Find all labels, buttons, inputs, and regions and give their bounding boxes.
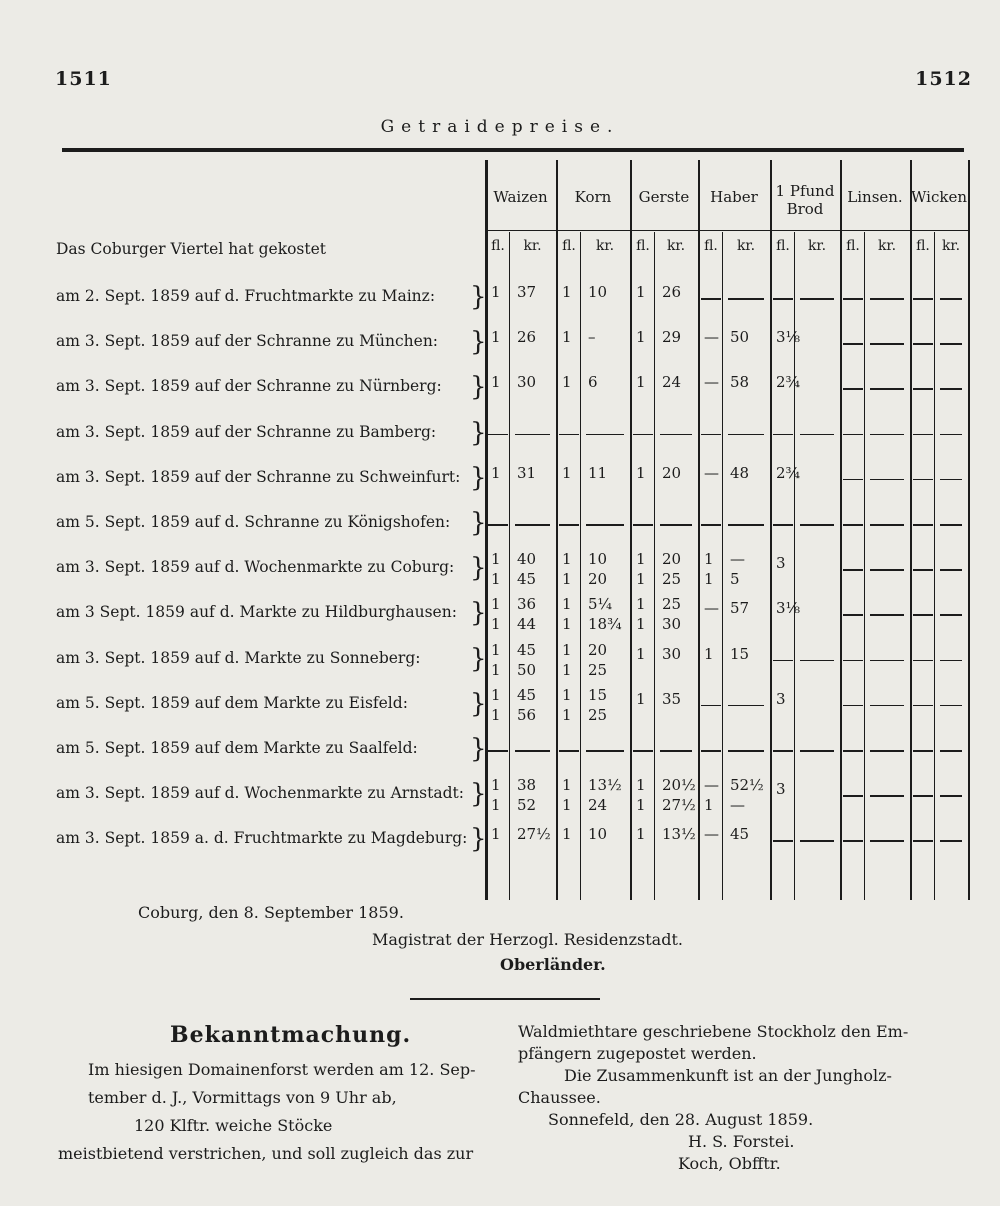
price-fl: 1 [562,685,572,704]
empty-dash [843,524,863,526]
price-fl: 1 [562,283,572,301]
empty-dash [728,434,764,436]
price-fl: 1 [562,776,572,795]
price-kr: 45 [517,640,537,659]
price-kr: 40 [517,550,537,569]
price-fl: — [704,776,719,795]
price-kr: 10 [588,283,608,301]
empty-dash [913,343,933,345]
price-fl: 1 [636,550,646,569]
row-label: am 5. Sept. 1859 auf dem Markte zu Saalfeld: [56,739,418,757]
price-kr: 26 [517,328,537,347]
notice-right-line: Waldmiethtare geschriebene Stockholz den Em- [518,1022,909,1041]
empty-dash [940,434,962,436]
price-fl: 1 [636,825,646,844]
unit-kr: kr. [595,238,615,254]
row-brace: } [470,282,487,312]
row-brace: } [470,417,487,448]
price-kr: 31 [517,463,537,482]
empty-dash [773,524,793,526]
section-divider [410,998,600,1000]
empty-dash [843,750,863,752]
notice-right-line: Koch, Obfftr. [678,1154,781,1173]
row-label: am 2. Sept. 1859 auf d. Fruchtmarkte zu Mainz: [56,287,436,305]
price-kr: 6 [588,373,598,392]
price-kr: 38 [517,776,537,795]
empty-dash [800,840,834,842]
price-fl: 1 [491,550,501,569]
empty-dash [843,298,863,300]
price-kr: 35 [662,689,682,708]
empty-dash [559,750,579,752]
price-fl: — [704,825,719,844]
unit-kr: kr. [736,238,756,254]
price-fl: 3 [776,780,786,799]
price-fl: 1 [636,796,646,815]
price-kr: – [588,328,596,347]
row-brace: } [470,598,487,629]
price-fl: 1 [636,644,646,663]
price-kr: 20 [588,570,608,589]
price-fl: 1 [491,570,501,589]
price-kr: 36 [517,595,537,614]
price-kr: 45 [730,825,750,844]
column-header: Wicken [911,188,967,206]
empty-dash [913,479,933,481]
notice-right-line: H. S. Forstei. [688,1132,795,1151]
price-kr: 20½ [662,776,696,795]
row-label: am 5. Sept. 1859 auf d. Schranne zu Königshofen: [56,513,451,531]
column-header: Gerste [638,188,690,206]
price-kr: 13½ [588,776,622,795]
price-kr: 29 [662,328,682,347]
row-label: am 3. Sept. 1859 auf d. Wochenmarkte zu Arnstadt: [56,784,464,803]
price-fl: 1 [636,689,646,708]
price-kr: 18¾ [588,615,622,634]
price-kr: 57 [730,599,750,618]
price-kr: 5¼ [588,595,613,614]
price-fl: 1 [562,796,572,815]
unit-fl: fl. [846,238,860,254]
price-fl: — [704,373,719,392]
price-fl: 1 [491,685,501,704]
notice-right-line: pfängern zugepostet werden. [518,1044,757,1063]
column-divider [770,160,772,900]
empty-dash [843,434,863,436]
unit-kr: kr. [877,238,897,254]
price-fl: 1 [491,373,501,392]
empty-dash [913,434,933,436]
notice-left-line: meistbietend verstrichen, und soll zugleich das zur [58,1144,474,1163]
price-kr: 44 [517,615,537,634]
price-fl: 1 [491,283,501,301]
row-brace: } [470,643,487,674]
row-label: am 3. Sept. 1859 a. d. Fruchtmarkte zu Magdeburg: [56,829,468,848]
row-brace: } [470,372,487,403]
empty-dash [870,795,904,797]
price-kr: 10 [588,550,608,569]
empty-dash [773,750,793,752]
price-kr: 56 [517,705,537,724]
price-fl: 1 [636,570,646,589]
empty-dash [940,524,962,526]
price-fl: 1 [562,640,572,659]
empty-dash [701,705,721,707]
fl-kr-divider [580,232,581,900]
price-kr: 10 [588,825,608,844]
empty-dash [800,660,834,662]
empty-dash [870,750,904,752]
empty-dash [488,434,508,436]
row-brace: } [470,824,487,855]
empty-dash [701,750,721,752]
empty-dash [633,524,653,526]
empty-dash [633,750,653,752]
price-fl: 2¾ [776,373,801,392]
notice-left-line: Im hiesigen Domainenforst werden am 12. Sep- [88,1060,476,1079]
empty-dash [660,524,692,526]
column-divider [556,160,558,900]
column-divider [698,160,700,900]
price-kr: 27½ [517,825,551,844]
price-kr: 25 [588,660,608,679]
column-divider [840,160,842,900]
notice-heading: Bekanntmachung. [170,1022,412,1048]
price-fl: 1 [491,825,501,844]
empty-dash [843,840,863,842]
page-title: Getraidepreise. [380,117,620,137]
price-kr: 24 [588,796,608,815]
row-label: am 3. Sept. 1859 auf der Schranne zu Nürnberg: [56,377,442,396]
price-kr: 5 [730,570,740,589]
empty-dash [515,434,550,436]
empty-dash [870,524,904,526]
price-kr: 52 [517,796,537,815]
price-kr: 26 [662,283,682,301]
empty-dash [701,434,721,436]
price-fl: 1 [562,595,572,614]
empty-dash [773,660,793,662]
empty-dash [773,298,793,300]
row-brace: } [470,327,487,358]
price-kr: 25 [588,705,608,724]
empty-dash [913,795,933,797]
signature-authority: Magistrat der Herzogl. Residenzstadt. [372,930,683,949]
empty-dash [913,388,933,390]
signature-name: Oberländer. [500,955,606,974]
empty-dash [913,840,933,842]
price-fl: 1 [562,570,572,589]
column-divider [630,160,632,900]
page-number-left: 1511 [55,68,112,90]
page-number-right: 1512 [915,68,972,90]
empty-dash [940,343,962,345]
empty-dash [633,434,653,436]
empty-dash [913,569,933,571]
empty-dash [843,343,863,345]
empty-dash [586,434,624,436]
price-kr: 20 [662,550,682,569]
row-brace: } [470,688,487,719]
price-kr: 25 [662,570,682,589]
empty-dash [559,434,579,436]
row-label: am 5. Sept. 1859 auf dem Markte zu Eisfeld: [56,693,408,712]
unit-kr: kr. [666,238,686,254]
fl-kr-divider [509,232,510,900]
price-fl: 3 [776,689,786,708]
empty-dash [940,479,962,481]
empty-dash [728,524,764,526]
price-fl: — [704,328,719,347]
empty-dash [913,750,933,752]
notice-left-line: 120 Klftr. weiche Stöcke [134,1116,333,1135]
empty-dash [870,840,904,842]
price-kr: 48 [730,463,750,482]
price-fl: 1 [636,595,646,614]
price-kr: 13½ [662,825,696,844]
empty-dash [660,750,692,752]
empty-dash [800,524,834,526]
row-brace: } [470,779,487,810]
empty-dash [913,298,933,300]
empty-dash [728,705,764,707]
notice-right-line: Chaussee. [518,1088,601,1107]
row-brace: } [470,734,487,764]
column-divider [910,160,912,900]
price-fl: 1 [491,776,501,795]
price-fl: — [704,599,719,618]
empty-dash [800,298,834,300]
price-fl: 1 [562,328,572,347]
empty-dash [870,343,904,345]
empty-dash [488,750,508,752]
empty-dash [940,569,962,571]
empty-dash [913,614,933,616]
row-brace: } [470,508,487,538]
price-fl: 1 [491,640,501,659]
unit-fl: fl. [704,238,718,254]
price-fl: 1 [562,660,572,679]
price-fl: — [704,463,719,482]
price-fl: 1 [704,550,714,569]
empty-dash [515,524,550,526]
empty-dash [800,750,834,752]
price-kr: 25 [662,595,682,614]
empty-dash [843,795,863,797]
price-fl: 1 [491,463,501,482]
unit-fl: fl. [491,238,505,254]
row-label: am 3. Sept. 1859 auf d. Wochenmarkte zu Coburg: [56,558,455,577]
column-divider [968,160,970,900]
price-kr: 58 [730,373,750,392]
price-fl: 1 [562,550,572,569]
price-kr: 15 [588,685,608,704]
empty-dash [843,388,863,390]
price-kr: 20 [662,463,682,482]
price-fl: 1 [491,328,501,347]
row-label: am 3. Sept. 1859 auf der Schranne zu Bamberg: [56,422,437,441]
empty-dash [870,569,904,571]
price-fl: 1 [704,644,714,663]
column-header: 1 Pfund Brod [775,182,835,218]
empty-dash [913,705,933,707]
price-kr: 50 [730,328,750,347]
empty-dash [728,298,764,300]
empty-dash [870,705,904,707]
empty-dash [843,479,863,481]
price-kr: — [730,550,745,569]
empty-dash [940,705,962,707]
price-fl: 1 [636,463,646,482]
price-fl: 1 [636,283,646,301]
price-fl: 1 [562,615,572,634]
price-fl: 1 [491,660,501,679]
price-kr: 11 [588,463,608,482]
column-header: Haber [710,188,758,206]
empty-dash [843,614,863,616]
row-label: am 3. Sept. 1859 auf der Schranne zu Schweinfurt: [56,467,461,486]
empty-dash [913,524,933,526]
empty-dash [940,750,962,752]
fl-kr-divider [654,232,655,900]
price-fl: 1 [491,595,501,614]
empty-dash [586,524,624,526]
price-fl: 1 [636,373,646,392]
price-kr: — [730,796,745,815]
price-kr: 30 [517,373,537,392]
empty-dash [940,388,962,390]
price-kr: 50 [517,660,537,679]
empty-dash [940,298,962,300]
price-fl: 1 [636,328,646,347]
empty-dash [559,524,579,526]
row-label: am 3. Sept. 1859 auf der Schranne zu München: [56,332,439,351]
price-fl: 3⅛ [776,599,801,618]
price-kr: 30 [662,615,682,634]
empty-dash [870,660,904,662]
empty-dash [843,569,863,571]
empty-dash [843,660,863,662]
price-kr: 30 [662,644,682,663]
signature-place-date: Coburg, den 8. September 1859. [138,903,404,922]
unit-fl: fl. [562,238,576,254]
price-fl: 1 [704,570,714,589]
empty-dash [701,298,721,300]
empty-dash [773,840,793,842]
empty-dash [940,660,962,662]
empty-dash [660,434,692,436]
fl-kr-divider [934,232,935,900]
price-fl: 1 [491,796,501,815]
empty-dash [488,524,508,526]
column-header: Korn [574,188,612,206]
price-fl: 3⅛ [776,328,801,347]
price-fl: 1 [704,796,714,815]
price-fl: 1 [562,705,572,724]
empty-dash [773,434,793,436]
notice-right-line: Die Zusammenkunft ist an der Jungholz- [564,1066,892,1085]
empty-dash [870,479,904,481]
notice-left-line: tember d. J., Vormittags von 9 Uhr ab, [88,1088,397,1107]
row-label: am 3 Sept. 1859 auf d. Markte zu Hildburghausen: [56,603,457,622]
table-header-label: Das Coburger Viertel hat gekostet [56,240,327,258]
empty-dash [940,795,962,797]
price-kr: 52½ [730,776,764,795]
row-brace: } [470,462,487,493]
unit-fl: fl. [636,238,650,254]
price-kr: 27½ [662,796,696,815]
row-label: am 3. Sept. 1859 auf d. Markte zu Sonneberg: [56,648,421,667]
empty-dash [515,750,550,752]
empty-dash [800,434,834,436]
price-kr: 20 [588,640,608,659]
price-kr: 24 [662,373,682,392]
price-kr: 37 [517,283,537,301]
price-fl: 1 [491,615,501,634]
price-kr: 45 [517,570,537,589]
empty-dash [870,434,904,436]
empty-dash [870,298,904,300]
row-brace: } [470,553,487,584]
price-kr: 45 [517,685,537,704]
price-fl: 2¾ [776,463,801,482]
unit-kr: kr. [807,238,827,254]
empty-dash [586,750,624,752]
empty-dash [728,750,764,752]
unit-kr: kr. [523,238,542,254]
notice-right-line: Sonnefeld, den 28. August 1859. [548,1110,814,1129]
empty-dash [913,660,933,662]
price-fl: 3 [776,554,786,573]
unit-kr: kr. [941,238,961,254]
column-header: Linsen. [847,188,903,206]
price-fl: 1 [491,705,501,724]
empty-dash [870,614,904,616]
price-fl: 1 [636,615,646,634]
empty-dash [870,388,904,390]
fl-kr-divider [864,232,865,900]
empty-dash [843,705,863,707]
empty-dash [940,614,962,616]
unit-fl: fl. [916,238,930,254]
price-fl: 1 [562,825,572,844]
empty-dash [701,524,721,526]
fl-kr-divider [722,232,723,900]
price-fl: 1 [562,463,572,482]
price-fl: 1 [562,373,572,392]
price-fl: 1 [636,776,646,795]
price-kr: 15 [730,644,750,663]
column-header: Waizen [493,188,548,206]
header-divider [485,230,968,231]
empty-dash [940,840,962,842]
unit-fl: fl. [776,238,790,254]
